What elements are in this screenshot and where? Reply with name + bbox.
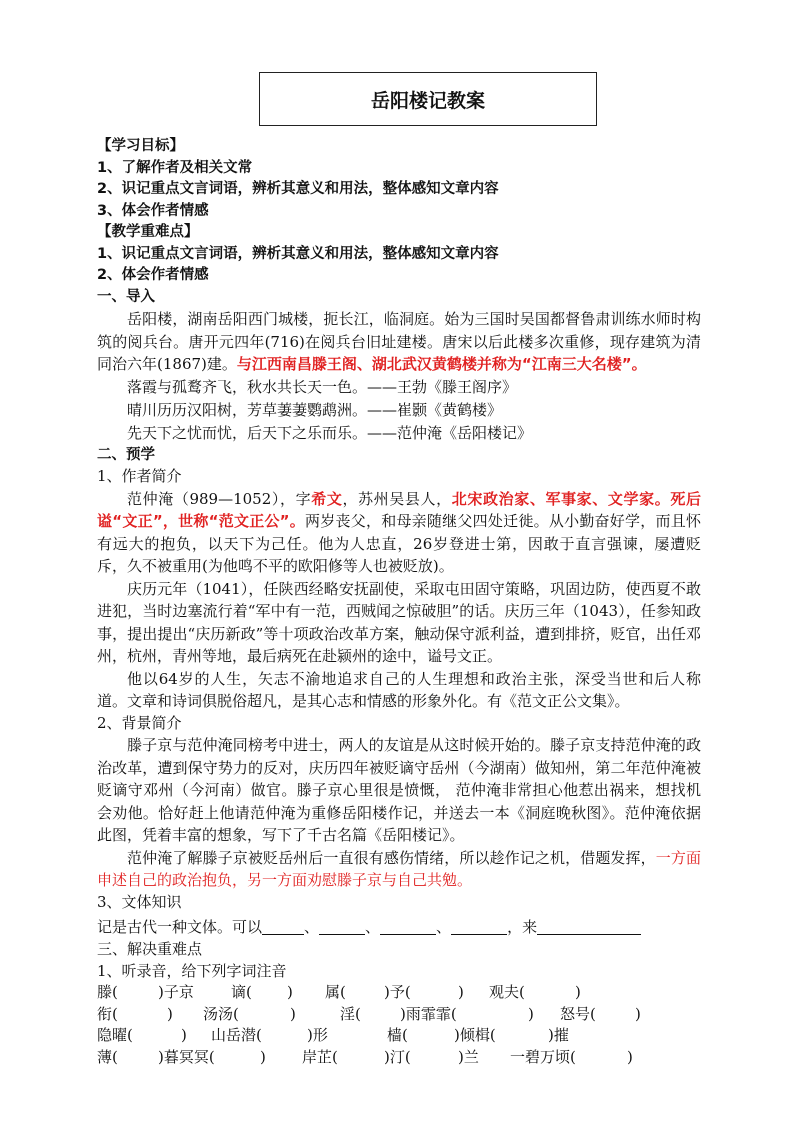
pinyin-term: )形	[307, 1026, 328, 1044]
pinyin-term: 观夫(	[489, 983, 525, 1001]
style-text: 记是古代一种文体。可以	[97, 918, 263, 936]
quote-line: 落霞与孤鹜齐飞，秋水共长天一色。——王勃《滕王阁序》	[127, 377, 518, 396]
pinyin-term: 谪(	[231, 983, 252, 1001]
author-text: 两岁丧父，和母亲随继父四处迁徙。从小勤奋好学，而且怀有远大的抱负，以天下为己任。他为人忠直，26岁登进士第，因敢于直言强谏，屡遭贬斥，久不被重用(为他鸣不平的欧阳修等人也被贬放)。	[97, 512, 701, 575]
author-paragraph-2: 庆历元年（1041），任陕西经略安抚副使，采取屯田固守策略，巩固边防，使西夏不敢进犯，当时边塞流行着“军中有一范，西贼闻之惊破胆”的话。庆历三年（1043），任参知政事，提出提出“庆历新政”等十项政治改革方案，触动保守派利益，遭到排挤，贬官，出任邓州，杭州，青州等地，最后病死在赴颍州的途中，谥号文正。	[97, 579, 701, 665]
pinyin-term: )	[575, 983, 581, 1001]
pinyin-term: )	[181, 1026, 187, 1044]
quote-line: 先天下之忧而忧，后天下之乐而乐。——范仲淹《岳阳楼记》	[127, 423, 533, 442]
pinyin-term: )	[260, 1047, 266, 1066]
author-text: 范仲淹（989—1052），字	[127, 489, 312, 508]
separator: ，来	[507, 918, 538, 936]
background-text: 范仲淹了解滕子京被贬岳州后一直很有感伤情绪，所以趁作记之机，借题发挥，	[127, 848, 656, 867]
pinyin-term: )暮冥冥(	[158, 1047, 215, 1066]
pinyin-row	[97, 1025, 701, 1047]
key-point-item: 2、体会作者情感	[97, 267, 209, 283]
goal-item: 2、识记重点文言词语，辨析其意义和用法，整体感知文章内容	[97, 181, 499, 197]
fill-blank[interactable]	[319, 919, 365, 935]
pinyin-term: )雨霏霏(	[400, 1004, 457, 1023]
pinyin-term: 滕(	[97, 983, 118, 1001]
author-courtesy-name: 希文	[311, 489, 343, 508]
pinyin-term: )	[290, 1004, 296, 1023]
section-heading-intro: 一、导入	[97, 288, 155, 305]
intro-text: 岳阳楼，湖南岳阳西门城楼，扼长江，临洞庭。始为三国时吴国都督鲁肃训练水师时构筑的阅兵台。唐开元四年(716)在阅兵台旧址建楼。唐宋以后此楼多次重修，现存建筑为清同治六年(1867)建。	[97, 310, 701, 373]
pinyin-term: )	[528, 1004, 534, 1023]
pinyin-row	[97, 982, 701, 1004]
background-paragraph-2	[97, 847, 701, 892]
author-paragraph-3: 他以64岁的人生，矢志不渝地追求自己的人生理想和政治主张，深受当世和后人称道。文章和诗词俱脱俗超凡，是其心志和情感的形象外化。有《范文正公文集》。	[97, 669, 701, 710]
intro-paragraph	[97, 308, 701, 376]
pinyin-term: 衔(	[97, 1004, 118, 1023]
fill-blank[interactable]	[262, 919, 304, 935]
author-highlight: 北宋政治家、军事家、文学家。死后谥“文正”，世称“范文正公”。	[97, 489, 701, 530]
pinyin-term: 山岳潜(	[211, 1026, 262, 1044]
separator: 、	[436, 918, 452, 936]
fill-blank[interactable]	[380, 919, 436, 935]
background-heading: 2、背景简介	[97, 713, 182, 732]
goals-header: 【学习目标】	[97, 138, 184, 154]
style-fill-in	[97, 915, 701, 939]
background-paragraph-1: 滕子京与范仲淹同榜考中进士，两人的友谊是从这时候开始的。滕子京支持范仲淹的政治改革，遭到保守势力的反对，庆历四年被贬谪守岳州（今湖南）做知州，第二年范仲淹被贬谪守邓州（今河南）做官。滕子京心里很是愤慨， 范仲淹非常担心他惹出祸来，想找机会劝他。恰好赶上他请范仲淹为重修岳阳楼作记，并送去一本《洞庭晚秋图》。范仲淹依据此图，凭着丰富的想象，写下了千古名篇《岳阳楼记》。	[97, 736, 701, 844]
pinyin-term: )兰	[458, 1047, 479, 1066]
pinyin-term: 岸芷(	[302, 1047, 338, 1066]
pinyin-term: )倾楫(	[454, 1026, 496, 1044]
pinyin-term: 隐曜(	[97, 1026, 133, 1044]
section-heading-solve: 三、解决重难点	[97, 940, 203, 958]
separator: 、	[365, 918, 381, 936]
pinyin-term: 汤汤(	[203, 1004, 239, 1023]
intro-highlight: 与江西南昌滕王阁、湖北武汉黄鹤楼并称为“江南三大名楼”。	[236, 355, 647, 373]
pinyin-instruction: 1、听录音，给下列字词注音	[97, 961, 287, 980]
pinyin-row	[97, 1004, 701, 1026]
pinyin-term: 怒号(	[560, 1004, 596, 1023]
author-paragraph-1	[97, 488, 701, 578]
document-body	[97, 136, 701, 1068]
pinyin-term: )予(	[384, 983, 411, 1001]
pinyin-term: )	[458, 983, 464, 1001]
key-points-header: 【教学重难点】	[97, 224, 199, 240]
pinyin-term: 属(	[325, 983, 346, 1001]
fill-blank[interactable]	[451, 919, 507, 935]
pinyin-term: )子京	[158, 983, 194, 1001]
fill-blank[interactable]	[537, 919, 641, 935]
goal-item: 1、了解作者及相关文常	[97, 159, 253, 176]
pinyin-term: )	[167, 1004, 173, 1023]
author-text: ，苏州吴县人，	[342, 489, 452, 508]
separator: 、	[304, 918, 320, 936]
pinyin-term: 樯(	[387, 1026, 408, 1044]
background-highlight: 一方面申述自己的政治抱负，另一方面劝慰滕子京与自己共勉。	[97, 848, 701, 889]
pinyin-term: 一碧万顷(	[510, 1047, 576, 1066]
pinyin-term: 淫(	[340, 1004, 361, 1023]
key-point-item: 1、识记重点文言词语，辨析其意义和用法，整体感知文章内容	[97, 245, 499, 262]
pinyin-term: )	[635, 1004, 641, 1023]
style-heading: 3、文体知识	[97, 892, 182, 911]
quote-line: 晴川历历汉阳树，芳草萋萋鹦鹉洲。——崔颢《黄鹤楼》	[127, 400, 503, 419]
pinyin-term: 薄(	[97, 1047, 118, 1066]
title-box	[259, 72, 597, 126]
pinyin-term: )	[287, 983, 293, 1001]
goal-item: 3、体会作者情感	[97, 202, 209, 219]
pinyin-term: )	[627, 1047, 633, 1066]
page-title: 岳阳楼记教案	[370, 89, 485, 112]
pinyin-row	[97, 1047, 701, 1069]
author-heading: 1、作者简介	[97, 467, 182, 485]
section-heading-prestudy: 二、预学	[97, 446, 155, 463]
pinyin-term: )摧	[548, 1026, 569, 1044]
pinyin-term: )汀(	[384, 1047, 411, 1066]
